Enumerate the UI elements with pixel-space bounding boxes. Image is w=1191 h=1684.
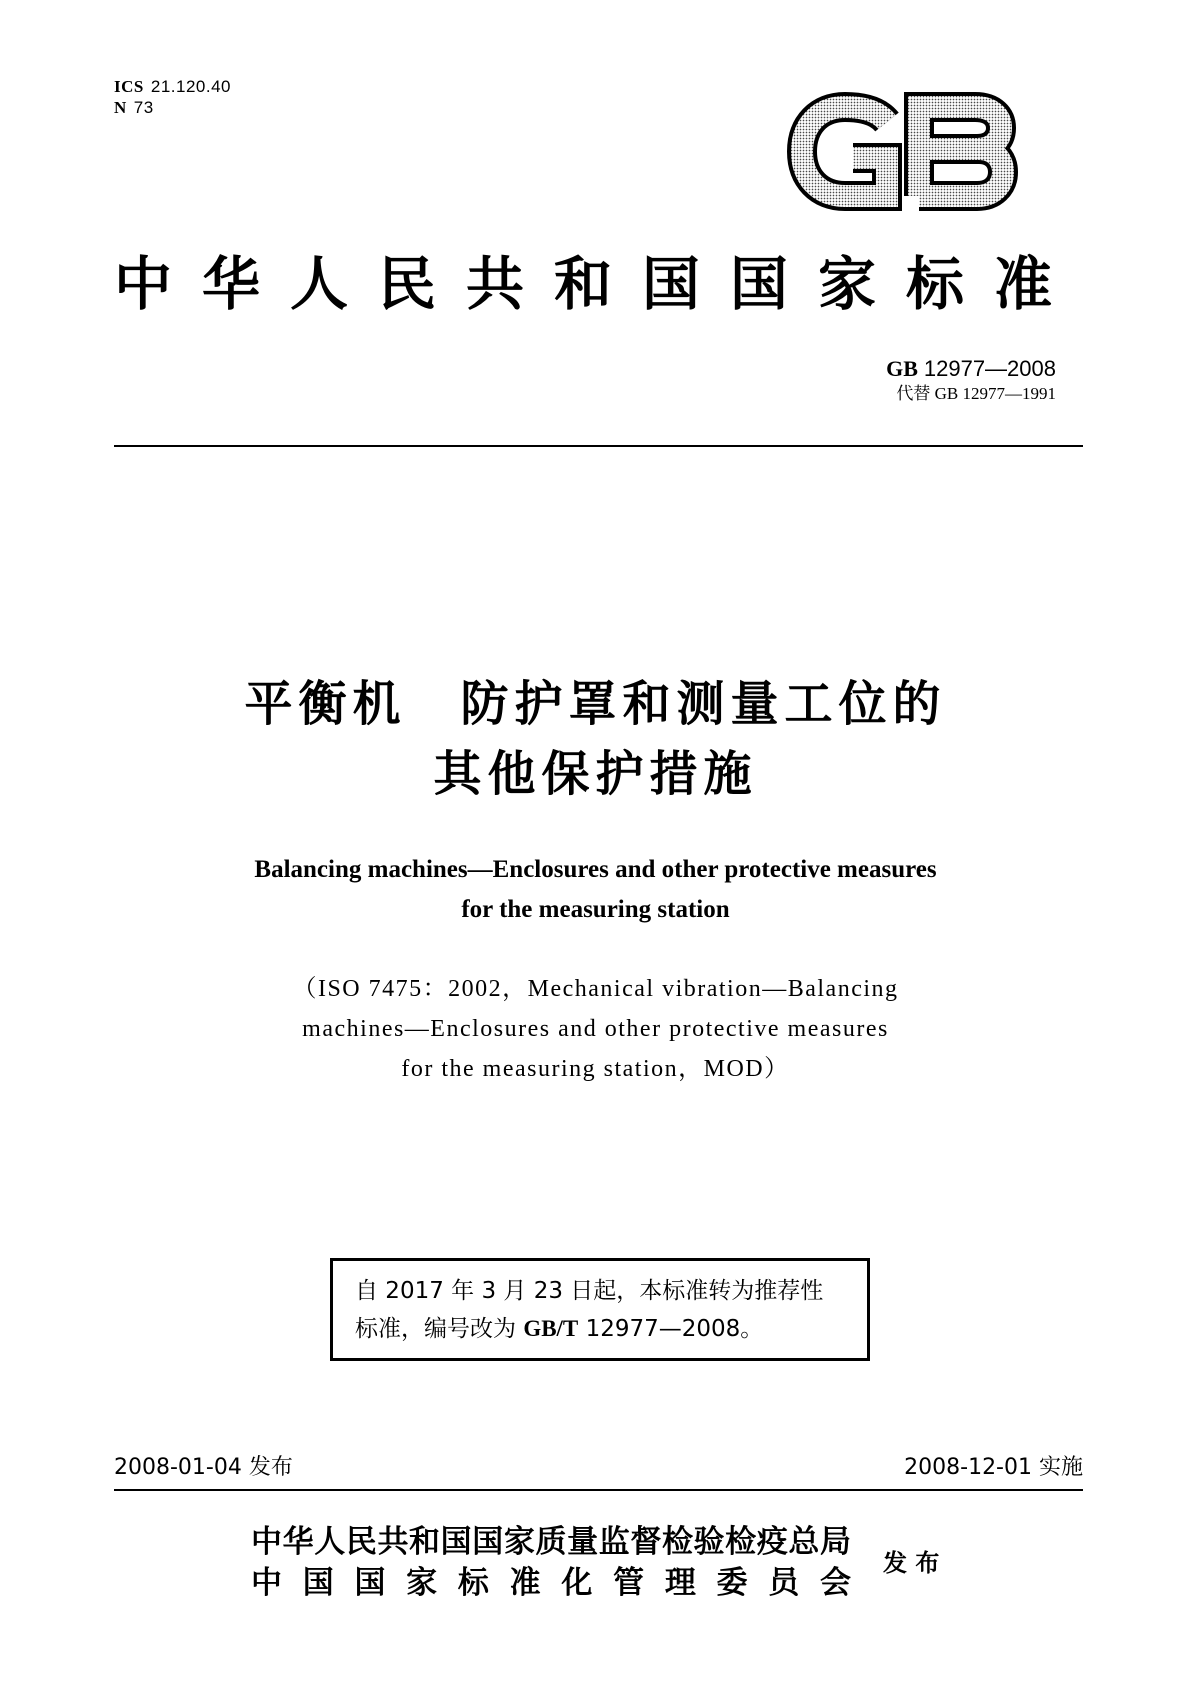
header-divider xyxy=(114,445,1083,447)
ics-label: ICS xyxy=(114,77,144,96)
title-en-line-2: for the measuring station xyxy=(461,896,730,923)
iso-reference-line-1: （ISO 7475：2002，Mechanical vibration—Balancing xyxy=(292,976,899,1002)
ccs-label: N xyxy=(114,98,127,117)
gb-logo xyxy=(787,92,1018,211)
notice-line-2 xyxy=(355,1310,867,1348)
ccs-code: 73 xyxy=(133,98,154,117)
iso-reference-line-3: for the measuring station，MOD） xyxy=(401,1056,790,1082)
standard-number xyxy=(886,357,1056,381)
notice-code-prefix: GB/T xyxy=(523,1316,579,1341)
ccs-classification xyxy=(114,98,154,118)
ics-code: 21.120.40 xyxy=(150,77,231,96)
notice-box xyxy=(330,1258,870,1361)
footer-divider xyxy=(114,1489,1083,1491)
replaces-standard: 代替 GB 12977—1991 xyxy=(896,384,1056,403)
ics-classification xyxy=(114,77,231,97)
title-en-line-1: Balancing machines—Enclosures and other protective measures xyxy=(254,856,937,883)
notice-code: 12977—2008。 xyxy=(578,1316,764,1342)
issue-date: 2008-01-04 发布 xyxy=(114,1455,293,1480)
logo-letter-g xyxy=(802,107,887,196)
logo-letter-b xyxy=(919,107,1003,196)
issuer-line-1: 中华人民共和国国家质量监督检验检疫总局 xyxy=(251,1524,851,1560)
standard-number-code: 12977—2008 xyxy=(923,356,1056,381)
title-zh-line-1: 平衡机 防护罩和测量工位的 xyxy=(244,676,947,732)
standard-number-prefix: GB xyxy=(886,356,918,381)
notice-line-1: 自 2017 年 3 月 23 日起，本标准转为推荐性 xyxy=(355,1278,824,1304)
issuer-action: 发 布 xyxy=(883,1549,940,1577)
implementation-date: 2008-12-01 实施 xyxy=(904,1455,1083,1480)
notice-line-2-prefix: 标准，编号改为 xyxy=(355,1316,524,1342)
title-zh-line-2: 其他保护措施 xyxy=(433,746,758,802)
standard-type-heading: 中华人民共和国国家标准 xyxy=(114,250,1083,318)
iso-reference-line-2: machines—Enclosures and other protective measures xyxy=(302,1016,889,1042)
issuer-line-2: 中 国 国 家 标 准 化 管 理 委 员 会 xyxy=(251,1565,851,1601)
